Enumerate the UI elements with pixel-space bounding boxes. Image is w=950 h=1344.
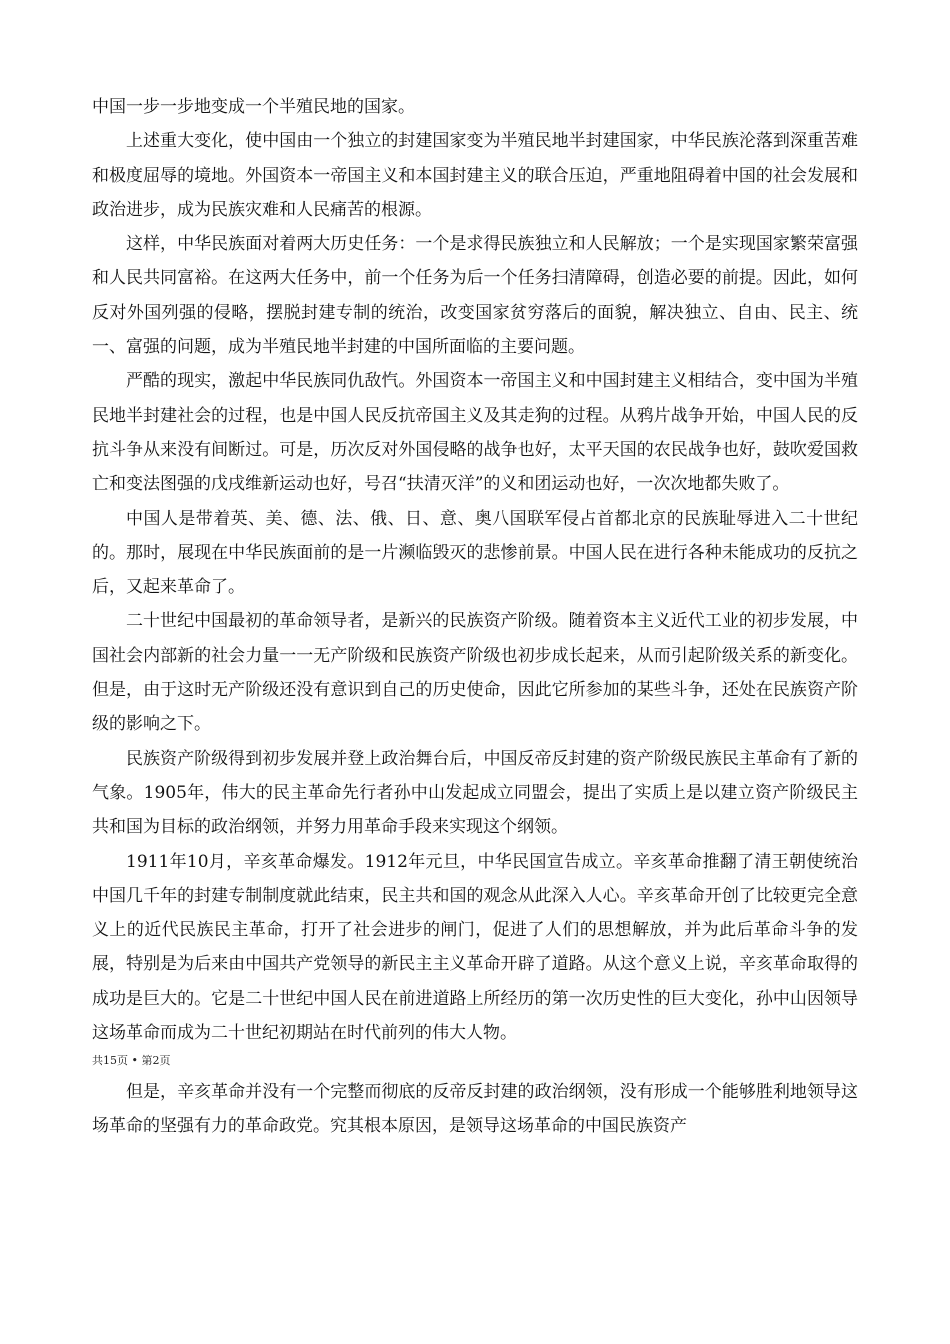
paragraph-3: 这样，中华民族面对着两大历史任务：一个是求得民族独立和人民解放；一个是实现国家繁荣富强和人民共同富裕。在这两大任务中，前一个任务为后一个任务扫清障碍，创造必要的前提。因此，如何反对外国列强的侵略，摆脱封建专制的统治，改变国家贫穷落后的面貌，解决独立、自由、民主、统一、富强的问题，成为半殖民地半封建的中国所面临的主要问题。	[92, 234, 858, 358]
paragraph-1: 中国一步一步地变成一个半殖民地的国家。	[92, 97, 415, 117]
paragraph-4: 严酷的现实，激起中华民族同仇敌忾。外国资本一帝国主义和中国封建主义相结合，变中国为半殖民地半封建社会的过程，也是中国人民反抗帝国主义及其走狗的过程。从鸦片战争开始，中国人民的反抗斗争从来没有间断过。可是，历次反对外国侵略的战争也好，太平天国的农民战争也好，鼓吹爱国救亡和变法图强的戊戌维新运动也好，号召“扶清灭洋”的义和团运动也好，一次次地都失败了。	[92, 371, 858, 495]
paragraph-2: 上述重大变化，使中国由一个独立的封建国家变为半殖民地半封建国家，中华民族沦落到深重苦难和极度屈辱的境地。外国资本一帝国主义和本国封建主义的联合压迫，严重地阻碍着中国的社会发展和政治进步，成为民族灾难和人民痛苦的根源。	[92, 131, 858, 220]
paragraph-continuation: 但是，辛亥革命并没有一个完整而彻底的反帝反封建的政治纲领，没有形成一个能够胜利地领导这场革命的坚强有力的革命政党。究其根本原因，是领导这场革命的中国民族资产	[92, 1082, 858, 1136]
paragraph-7: 民族资产阶级得到初步发展并登上政治舞台后，中国反帝反封建的资产阶级民族民主革命有了新的气象。1905年，伟大的民主革命先行者孙中山发起成立同盟会，提出了实质上是以建立资产阶级民主共和国为目标的政治纲领，并努力用革命手段来实现这个纲领。	[92, 748, 858, 838]
page-footer: 共15页 • 第2页	[92, 1054, 171, 1068]
paragraph-5: 中国人是带着英、美、德、法、俄、日、意、奥八国联军侵占首都北京的民族耻辱进入二十世纪的。那时，展现在中华民族面前的是一片濒临毁灭的悲惨前景。中国人民在进行各种未能成功的反抗之后，又起来革命了。	[92, 508, 858, 598]
paragraph-8: 1911年10月，辛亥革命爆发。1912年元旦，中华民国宣告成立。辛亥革命推翻了清王朝使统治中国几千年的封建专制制度就此结束，民主共和国的观念从此深入人心。辛亥革命开创了比较更完全意义上的近代民族民主革命，打开了社会进步的闸门，促进了人们的思想解放，并为此后革命斗争的发展，特别是为后来由中国共产党领导的新民主主义革命开辟了道路。从这个意义上说，辛亥革命取得的成功是巨大的。它是二十世纪中国人民在前进道路上所经历的第一次历史性的巨大变化，孙中山因领导这场革命而成为二十世纪初期站在时代前列的伟大人物。	[92, 851, 858, 1044]
document-page	[92, 90, 858, 1143]
paragraph-6: 二十世纪中国最初的革命领导者，是新兴的民族资产阶级。随着资本主义近代工业的初步发展，中国社会内部新的社会力量一一无产阶级和民族资产阶级也初步成长起来，从而引起阶级关系的新变化。但是，由于这时无产阶级还没有意识到自己的历史使命，因此它所参加的某些斗争，还处在民族资产阶级的影响之下。	[92, 611, 858, 735]
